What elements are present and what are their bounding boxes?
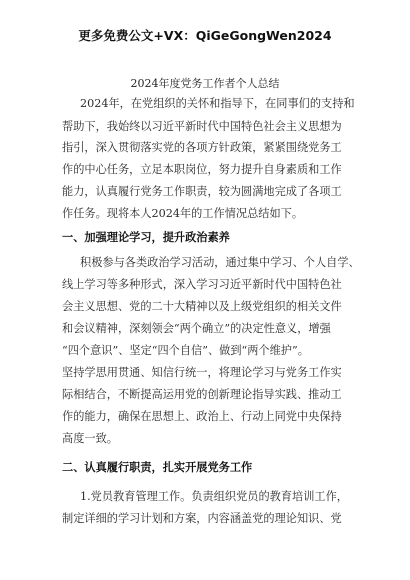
section-heading-2: 二、认真履行职责，扎实开展党务工作 bbox=[62, 461, 253, 474]
paragraph-line: 高度一致。 bbox=[62, 432, 118, 445]
paragraph-line: 帮助下，我始终以习近平新时代中国特色社会主义思想为 bbox=[62, 120, 342, 133]
paragraph-line: 作的中心任务，立足本职岗位，努力提升自身素质和工作 bbox=[62, 163, 342, 176]
paragraph-line: 作的能力，确保在思想上、政治上、行动上同党中央保持 bbox=[62, 410, 342, 423]
paragraph-line: 1.党员教育管理工作。负责组织党员的教育培训工作， bbox=[80, 490, 348, 503]
watermark-header: 更多免费公文+VX：QiGeGongWen2024 bbox=[78, 28, 332, 43]
paragraph-line: 制定详细的学习计划和方案，内容涵盖党的理论知识、党 bbox=[62, 512, 342, 525]
paragraph-line: 能力，认真履行党务工作职责，较为圆满地完成了各项工 bbox=[62, 185, 342, 198]
paragraph-line: 指引，深入贯彻落实党的各项方针政策，紧紧围绕党务工 bbox=[62, 141, 342, 154]
paragraph-line: 线上学习等多种形式，深入学习习近平新时代中国特色社 bbox=[62, 278, 342, 291]
paragraph-line: 2024年，在党组织的关怀和指导下，在同事们的支持和 bbox=[80, 97, 355, 110]
paragraph-line: 会主义思想、党的二十大精神以及上级党组织的相关文件 bbox=[62, 300, 342, 313]
paragraph-line: “四个意识”、坚定“四个自信”、做到“两个维护”。 bbox=[62, 344, 309, 357]
document-title: 2024年度党务工作者个人总结 bbox=[130, 77, 280, 90]
section-heading-1: 一、加强理论学习，提升政治素养 bbox=[62, 231, 230, 244]
paragraph-line: 积极参与各类政治学习活动，通过集中学习、个人自学、 bbox=[80, 256, 360, 269]
paragraph-line: 坚持学思用贯通、知信行统一，将理论学习与党务工作实 bbox=[62, 366, 342, 379]
paragraph-line: 和会议精神，深刻领会“两个确立”的决定性意义，增强 bbox=[62, 322, 331, 335]
paragraph-line: 作任务。现将本人2024年的工作情况总结如下。 bbox=[62, 207, 304, 220]
paragraph-line: 际相结合，不断提高运用党的创新理论指导实践、推动工 bbox=[62, 388, 342, 401]
